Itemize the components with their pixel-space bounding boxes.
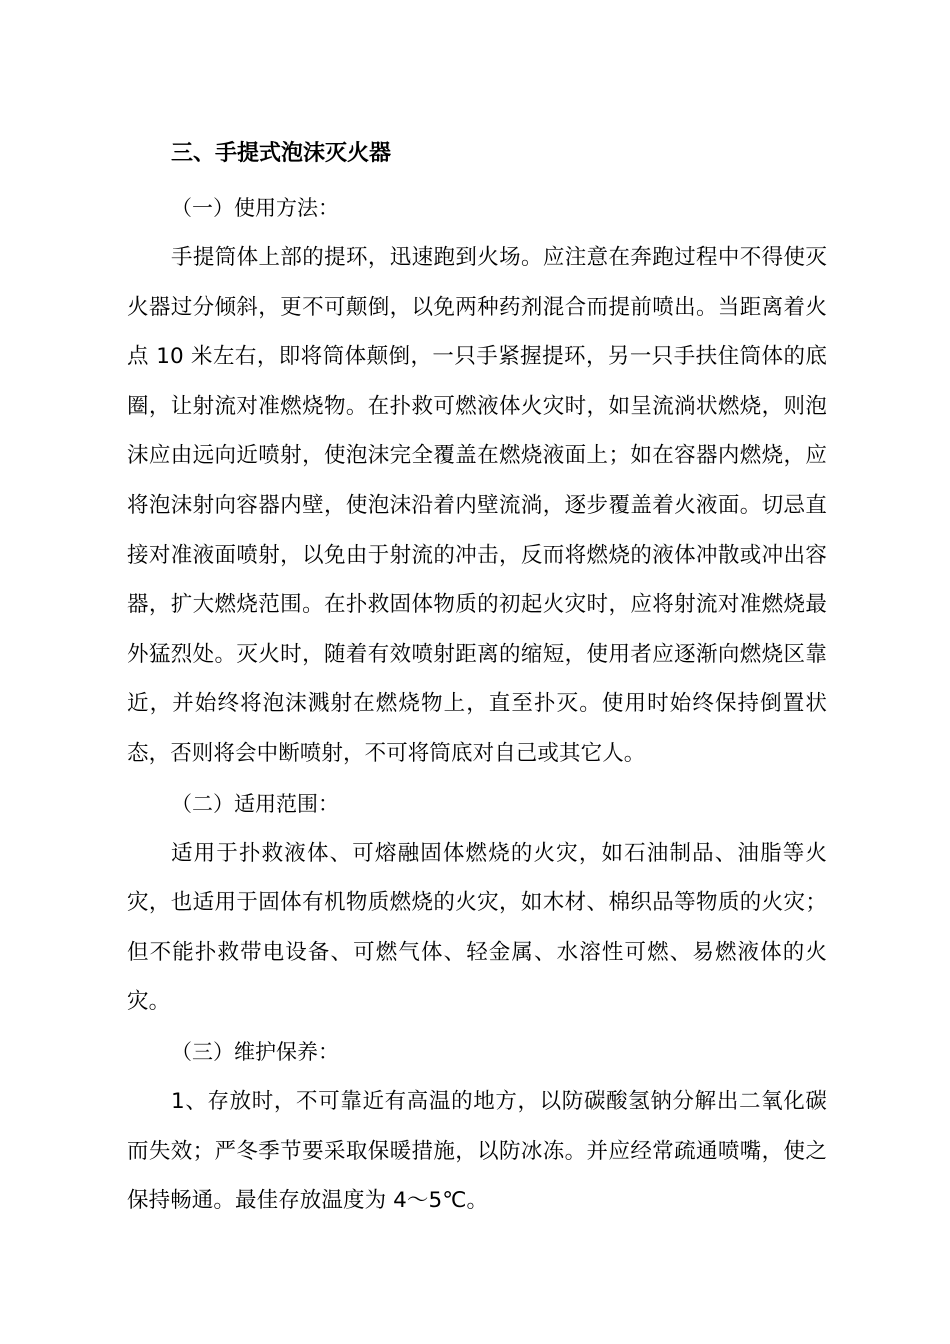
section-heading: 三、手提式泡沫灭火器 [171, 141, 392, 166]
paragraph-usage: 手提筒体上部的提环，迅速跑到火场。应注意在奔跑过程中不得使灭火器过分倾斜，更不可颠倒，以免两种药剂混合而提前喷出。当距离着火点 10 米左右，即将筒体颠倒，一只手紧握提环，另一只手扶住筒体的底圈，让射流对准燃烧物。在扑救可燃液体火灾时，如呈流淌状燃烧，则泡沫应由远向近喷射，使泡沫完全覆盖在燃烧液面上；如在容器内燃烧，应将泡沫射向容器内壁，使泡沫沿着内壁流淌，逐步覆盖着火液面。切忌直接对准液面喷射，以免由于射流的冲击，反而将燃烧的液体冲散或冲出容器，扩大燃烧范围。在扑救固体物质的初起火灾时，应将射流对准燃烧最外猛烈处。灭火时，随着有效喷射距离的缩短，使用者应逐渐向燃烧区靠近，并始终将泡沫溅射在燃烧物上，直至扑灭。使用时始终保持倒置状态，否则将会中断喷射，不可将筒底对自己或其它人。 [127, 245, 827, 766]
section-scope [127, 779, 827, 1027]
subheading-usage: （一）使用方法： [171, 196, 339, 220]
paragraph-maintenance: 1、存放时，不可靠近有高温的地方，以防碳酸氢钠分解出二氧化碳而失效；严冬季节要采取保暖措施，以防冰冻。并应经常疏通喷嘴，使之保持畅通。最佳存放温度为 4～5℃。 [127, 1088, 827, 1214]
section-usage [127, 183, 827, 779]
document-body [127, 135, 827, 1226]
section-maintenance [127, 1027, 827, 1226]
subheading-scope: （二）适用范围： [171, 791, 339, 816]
paragraph-scope: 适用于扑救液体、可熔融固体燃烧的火灾，如石油制品、油脂等火灾，也适用于固体有机物质燃烧的火灾，如木材、棉织品等物质的火灾；但不能扑救带电设备、可燃气体、轻金属、水溶性可燃、易燃液体的火灾。 [127, 840, 827, 1015]
subheading-maintenance: （三）维护保养： [171, 1039, 339, 1064]
